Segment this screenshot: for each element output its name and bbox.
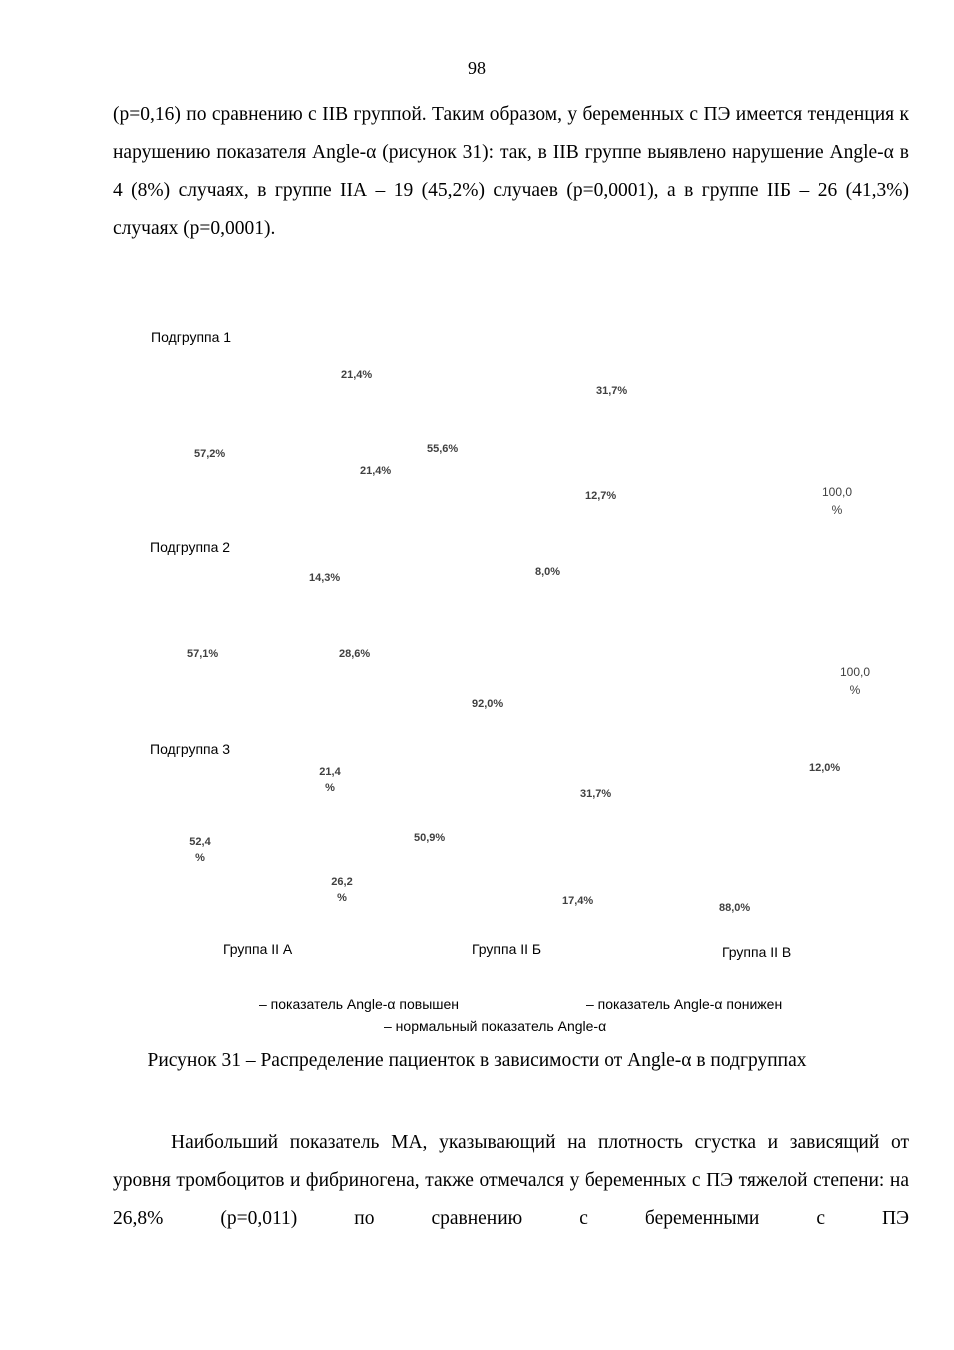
data-label: 31,7%	[580, 788, 612, 800]
subgroup-2-label: Подгруппа 2	[150, 539, 231, 555]
data-label-line: %	[325, 782, 335, 794]
data-label	[328, 874, 356, 906]
legend-decreased: – показатель Angle-α понижен	[586, 996, 783, 1012]
legend-normal: – нормальный показатель Angle-α	[384, 1018, 607, 1034]
data-label: 17,4%	[562, 895, 594, 907]
data-label: 14,3%	[309, 572, 341, 584]
page-number: 98	[468, 58, 486, 78]
group-label-iia: Группа II А	[223, 941, 293, 957]
paragraph-2: Наибольший показатель МА, указывающий на плотность сгустка и зависящий от уровня тромбоцитов и фибриногена, также отмечался у беременных с ПЭ тяжелой степени: на 26,8% (p=0,011) по сравнению с беременными с ПЭ	[113, 1132, 909, 1229]
group-label-iib: Группа II Б	[472, 941, 542, 957]
data-label-line: 100,0	[821, 485, 853, 499]
data-label-line: %	[831, 503, 843, 517]
legend-increased: – показатель Angle-α повышен	[259, 996, 459, 1012]
data-label-line: 100,0	[839, 665, 871, 679]
paragraph-1: (p=0,16) по сравнению с IIВ группой. Таким образом, у беременных с ПЭ имеется тенденция к нарушению показателя Angle-α (рисунок 31): так, в IIВ группе выявлено нарушение Angle-α в 4 (8%) случаях, в группе IIА – 19 (45,2%) случаев (p=0,0001), а в группе IIБ – 26 (41,3%) случаях (p=0,0001).	[113, 104, 909, 239]
data-label-line: %	[337, 892, 347, 904]
data-label-line: 21,4	[319, 766, 341, 778]
group-label-iiv: Группа II В	[722, 944, 792, 960]
data-label: 21,4%	[341, 369, 373, 381]
data-label: 21,4%	[360, 465, 392, 477]
data-label	[816, 483, 858, 519]
data-label: 57,1%	[187, 648, 219, 660]
data-label-line: 52,4	[189, 836, 211, 848]
subgroup-1-label: Подгруппа 1	[151, 329, 232, 345]
data-label	[834, 663, 876, 699]
data-label: 8,0%	[535, 566, 561, 578]
data-label-line: 26,2	[331, 876, 353, 888]
data-label: 55,6%	[427, 443, 459, 455]
figure-caption: Рисунок 31 – Распределение пациенток в зависимости от Angle-α в подгруппах	[147, 1050, 807, 1071]
data-label-line: %	[195, 852, 205, 864]
data-label: 92,0%	[472, 698, 504, 710]
data-label: 88,0%	[719, 902, 751, 914]
data-label	[316, 764, 344, 796]
data-label: 12,0%	[809, 762, 841, 774]
subgroup-3-label: Подгруппа 3	[150, 741, 231, 757]
data-label: 57,2%	[194, 448, 226, 460]
data-label: 50,9%	[414, 832, 446, 844]
data-label: 12,7%	[585, 490, 617, 502]
data-label	[186, 834, 214, 866]
data-label: 31,7%	[596, 385, 628, 397]
data-label: 28,6%	[339, 648, 371, 660]
data-label-line: %	[849, 683, 861, 697]
